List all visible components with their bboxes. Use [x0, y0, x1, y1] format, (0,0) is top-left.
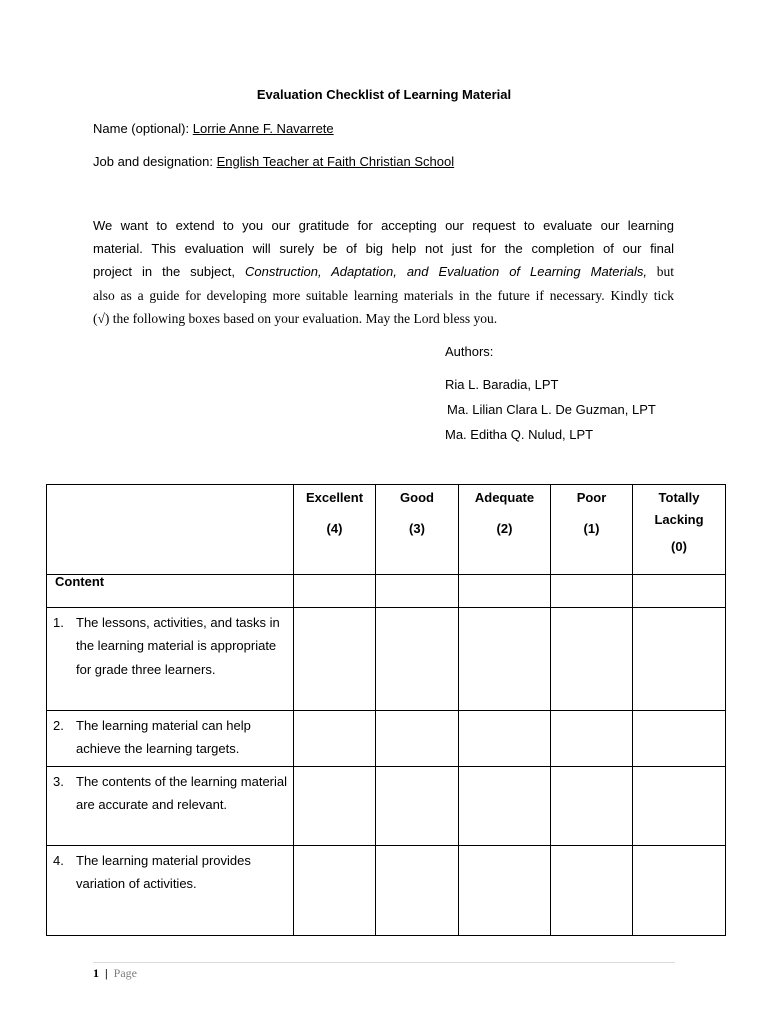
criterion-number: 4. — [53, 853, 64, 868]
rating-col-adequate — [459, 485, 551, 575]
rating-label: Poor — [576, 490, 607, 505]
table-row — [47, 608, 726, 711]
subject-title: Construction, Adaptation, and Evaluation of Learning Materials, — [244, 264, 647, 280]
page-title: Evaluation Checklist of Learning Material — [256, 87, 512, 102]
checkbox-cell[interactable] — [294, 608, 376, 711]
criterion-cell — [47, 767, 294, 846]
header-row — [47, 485, 726, 575]
name-label: Name (optional): — [93, 121, 190, 136]
rating-label: Excellent — [305, 490, 364, 505]
intro-line-5: (√) the following boxes based on your evaluation. May the Lord bless you. — [93, 310, 498, 326]
rating-value: (3) — [409, 521, 425, 536]
checkbox-cell[interactable] — [459, 846, 551, 936]
checkbox-cell[interactable] — [376, 575, 459, 608]
footer-separator: | — [105, 966, 108, 980]
rating-col-totally-lacking — [633, 485, 726, 575]
checkbox-cell[interactable] — [376, 608, 459, 711]
criterion-number: 1. — [53, 615, 64, 630]
authors-heading: Authors: — [445, 344, 494, 359]
criterion-text: The lessons, activities, and tasks in the learning material is appropriate for grade three learners. — [76, 615, 280, 677]
section-row — [47, 575, 726, 608]
intro-line-3 — [93, 260, 674, 283]
header-blank-cell — [47, 485, 294, 575]
rating-label-line-1: Totally — [658, 490, 700, 505]
checkbox-cell[interactable] — [294, 767, 376, 846]
checkbox-cell[interactable] — [633, 608, 726, 711]
criterion-number: 2. — [53, 718, 64, 733]
intro-paragraph — [93, 214, 674, 330]
name-line — [93, 121, 334, 136]
checkbox-cell[interactable] — [633, 711, 726, 767]
intro-line-4: also as a guide for developing more suitable learning materials in the future if necessary. Kindly tick — [93, 287, 674, 303]
rating-col-poor — [551, 485, 633, 575]
checkbox-cell[interactable] — [551, 767, 633, 846]
checkbox-cell[interactable] — [376, 846, 459, 936]
checkbox-cell[interactable] — [551, 608, 633, 711]
criterion-cell — [47, 608, 294, 711]
criterion-text: The learning material can help achieve the learning targets. — [76, 718, 251, 757]
rating-label: Good — [400, 490, 434, 505]
rating-value: (4) — [326, 521, 343, 536]
job-line — [93, 154, 454, 169]
page-word: Page — [113, 966, 137, 980]
checkbox-cell[interactable] — [633, 846, 726, 936]
checkbox-cell[interactable] — [459, 767, 551, 846]
checkbox-cell[interactable] — [376, 711, 459, 767]
criterion-text: The contents of the learning material are accurate and relevant. — [76, 774, 288, 813]
checkbox-cell[interactable] — [551, 711, 633, 767]
section-label: Content — [47, 575, 294, 608]
checkbox-cell[interactable] — [551, 846, 633, 936]
footer-divider — [93, 962, 675, 963]
rating-col-excellent — [294, 485, 376, 575]
table-row — [47, 846, 726, 936]
table-row — [47, 711, 726, 767]
page-footer — [93, 966, 137, 981]
table-row — [47, 767, 726, 846]
rating-label: Adequate — [474, 490, 535, 505]
rating-col-good — [376, 485, 459, 575]
criterion-number: 3. — [53, 774, 64, 789]
job-label: Job and designation: — [93, 154, 213, 169]
author-2: Ma. Lilian Clara L. De Guzman, LPT — [447, 402, 656, 417]
checkbox-cell[interactable] — [633, 575, 726, 608]
name-value: Lorrie Anne F. Navarrete — [192, 121, 334, 136]
criterion-text: The learning material provides variation of activities. — [76, 853, 251, 892]
checkbox-cell[interactable] — [459, 711, 551, 767]
rating-value: (0) — [671, 539, 687, 554]
rating-label-line-2: Lacking — [654, 512, 704, 527]
intro-line-3-start: project in the subject, — [93, 264, 245, 280]
author-3: Ma. Editha Q. Nulud, LPT — [445, 427, 594, 442]
checkbox-cell[interactable] — [376, 767, 459, 846]
checkbox-cell[interactable] — [459, 575, 551, 608]
rating-value: (1) — [583, 521, 600, 536]
checkbox-cell[interactable] — [294, 846, 376, 936]
evaluation-table — [46, 484, 726, 936]
intro-line-3-end: but — [646, 264, 674, 280]
checkbox-cell[interactable] — [294, 575, 376, 608]
checkbox-cell[interactable] — [294, 711, 376, 767]
page-number: 1 — [93, 966, 99, 980]
criterion-cell — [47, 711, 294, 767]
criterion-cell — [47, 846, 294, 936]
checkbox-cell[interactable] — [633, 767, 726, 846]
intro-line-1: We want to extend to you our gratitude for accepting our request to evaluate our learning — [93, 218, 674, 233]
job-value: English Teacher at Faith Christian School — [216, 154, 455, 169]
author-1: Ria L. Baradia, LPT — [445, 377, 559, 392]
rating-value: (2) — [496, 521, 513, 536]
checkbox-cell[interactable] — [459, 608, 551, 711]
intro-line-2: material. This evaluation will surely be of big help not just for the completion of our final — [93, 241, 674, 257]
checkbox-cell[interactable] — [551, 575, 633, 608]
